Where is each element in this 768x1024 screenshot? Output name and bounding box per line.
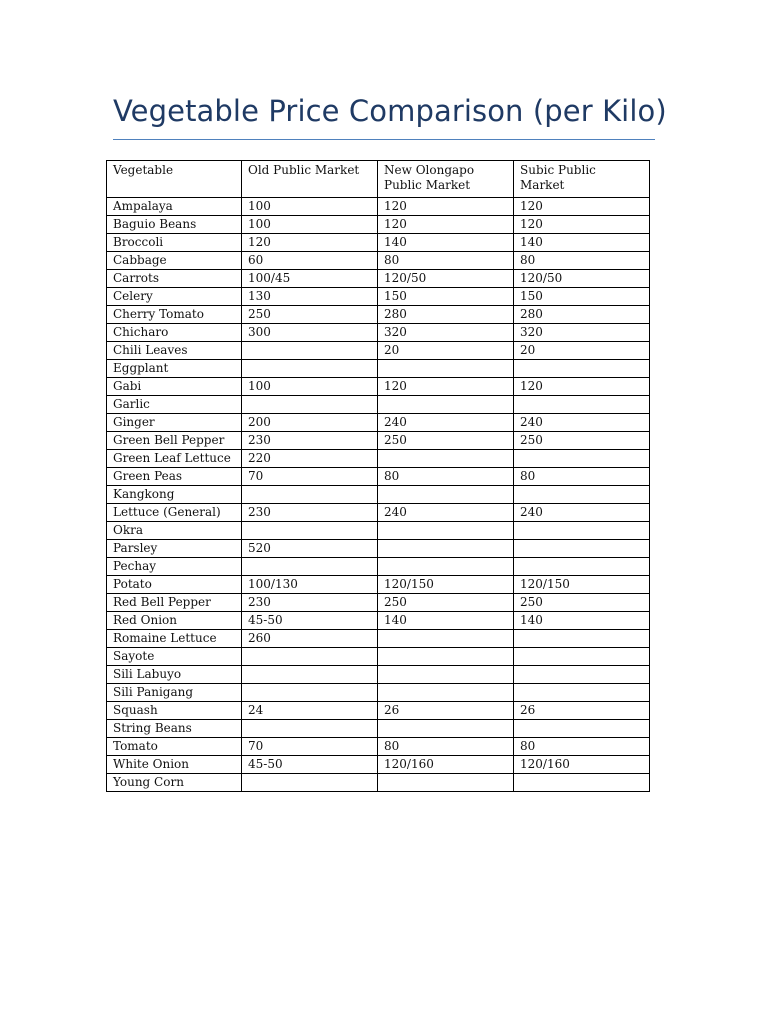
old-market-price-cell: 300 [242, 324, 378, 342]
new-olongapo-price-cell [378, 540, 514, 558]
new-olongapo-price-cell [378, 558, 514, 576]
vegetable-cell: Broccoli [107, 234, 242, 252]
table-row [107, 558, 650, 576]
subic-market-price-cell: 20 [514, 342, 650, 360]
subic-market-price-cell: 240 [514, 504, 650, 522]
vegetable-cell: Ginger [107, 414, 242, 432]
vegetable-cell: Baguio Beans [107, 216, 242, 234]
old-market-price-cell: 100 [242, 198, 378, 216]
subic-market-price-cell: 120 [514, 198, 650, 216]
table-row [107, 234, 650, 252]
table-body [107, 198, 650, 792]
table-row [107, 198, 650, 216]
new-olongapo-price-cell: 26 [378, 702, 514, 720]
subic-market-price-cell: 140 [514, 612, 650, 630]
subic-market-price-cell: 140 [514, 234, 650, 252]
new-olongapo-price-cell: 80 [378, 468, 514, 486]
vegetable-cell: Eggplant [107, 360, 242, 378]
table-row [107, 540, 650, 558]
new-olongapo-price-cell [378, 450, 514, 468]
new-olongapo-price-cell: 250 [378, 432, 514, 450]
table-row [107, 324, 650, 342]
table-row [107, 738, 650, 756]
vegetable-cell: Chicharo [107, 324, 242, 342]
new-olongapo-price-cell [378, 648, 514, 666]
old-market-price-cell [242, 648, 378, 666]
page-title: Vegetable Price Comparison (per Kilo) [113, 94, 667, 128]
vegetable-cell: Okra [107, 522, 242, 540]
vegetable-cell: Young Corn [107, 774, 242, 792]
subic-market-price-cell: 120 [514, 216, 650, 234]
table-row [107, 666, 650, 684]
subic-market-price-cell [514, 630, 650, 648]
old-market-price-cell [242, 342, 378, 360]
vegetable-cell: Red Bell Pepper [107, 594, 242, 612]
subic-market-price-cell [514, 540, 650, 558]
old-market-price-cell: 100/45 [242, 270, 378, 288]
table-row [107, 378, 650, 396]
old-market-price-cell: 100 [242, 216, 378, 234]
old-market-price-cell [242, 666, 378, 684]
vegetable-cell: Lettuce (General) [107, 504, 242, 522]
header-vegetable: Vegetable [107, 161, 242, 198]
vegetable-cell: Sili Labuyo [107, 666, 242, 684]
new-olongapo-price-cell: 320 [378, 324, 514, 342]
new-olongapo-price-cell: 120/150 [378, 576, 514, 594]
subic-market-price-cell: 120/160 [514, 756, 650, 774]
vegetable-cell: Red Onion [107, 612, 242, 630]
table-row [107, 630, 650, 648]
new-olongapo-price-cell: 140 [378, 234, 514, 252]
vegetable-cell: Cherry Tomato [107, 306, 242, 324]
table-row [107, 774, 650, 792]
table-row [107, 396, 650, 414]
subic-market-price-cell [514, 684, 650, 702]
vegetable-cell: String Beans [107, 720, 242, 738]
old-market-price-cell [242, 558, 378, 576]
old-market-price-cell: 230 [242, 504, 378, 522]
table-header-row [107, 161, 650, 198]
subic-market-price-cell: 250 [514, 594, 650, 612]
title-underline [113, 139, 655, 140]
vegetable-cell: Celery [107, 288, 242, 306]
table-row [107, 468, 650, 486]
table-row [107, 342, 650, 360]
vegetable-cell: Green Leaf Lettuce [107, 450, 242, 468]
price-table [106, 160, 650, 792]
subic-market-price-cell [514, 486, 650, 504]
table-row [107, 414, 650, 432]
vegetable-cell: Potato [107, 576, 242, 594]
subic-market-price-cell: 26 [514, 702, 650, 720]
old-market-price-cell: 200 [242, 414, 378, 432]
subic-market-price-cell: 250 [514, 432, 650, 450]
subic-market-price-cell: 240 [514, 414, 650, 432]
subic-market-price-cell: 80 [514, 738, 650, 756]
table-row [107, 306, 650, 324]
table-row [107, 270, 650, 288]
vegetable-cell: Chili Leaves [107, 342, 242, 360]
header-old-public-market: Old Public Market [242, 161, 378, 198]
table-row [107, 594, 650, 612]
old-market-price-cell: 45-50 [242, 612, 378, 630]
old-market-price-cell: 230 [242, 594, 378, 612]
table-row [107, 612, 650, 630]
vegetable-cell: Cabbage [107, 252, 242, 270]
subic-market-price-cell: 120/50 [514, 270, 650, 288]
table-row [107, 702, 650, 720]
old-market-price-cell: 100 [242, 378, 378, 396]
subic-market-price-cell [514, 774, 650, 792]
old-market-price-cell: 520 [242, 540, 378, 558]
subic-market-price-cell: 320 [514, 324, 650, 342]
subic-market-price-cell [514, 720, 650, 738]
vegetable-cell: Parsley [107, 540, 242, 558]
vegetable-cell: Carrots [107, 270, 242, 288]
old-market-price-cell [242, 720, 378, 738]
table-row [107, 450, 650, 468]
subic-market-price-cell [514, 648, 650, 666]
old-market-price-cell: 250 [242, 306, 378, 324]
new-olongapo-price-cell [378, 720, 514, 738]
old-market-price-cell [242, 486, 378, 504]
vegetable-cell: Gabi [107, 378, 242, 396]
new-olongapo-price-cell [378, 396, 514, 414]
old-market-price-cell: 100/130 [242, 576, 378, 594]
vegetable-cell: Sili Panigang [107, 684, 242, 702]
table-row [107, 684, 650, 702]
header-subic-public-market: Subic Public Market [514, 161, 650, 198]
new-olongapo-price-cell [378, 666, 514, 684]
vegetable-cell: Ampalaya [107, 198, 242, 216]
vegetable-cell: Garlic [107, 396, 242, 414]
new-olongapo-price-cell: 280 [378, 306, 514, 324]
subic-market-price-cell: 280 [514, 306, 650, 324]
subic-market-price-cell [514, 666, 650, 684]
new-olongapo-price-cell [378, 630, 514, 648]
subic-market-price-cell [514, 360, 650, 378]
old-market-price-cell: 220 [242, 450, 378, 468]
subic-market-price-cell: 80 [514, 468, 650, 486]
old-market-price-cell: 45-50 [242, 756, 378, 774]
new-olongapo-price-cell [378, 486, 514, 504]
new-olongapo-price-cell: 240 [378, 504, 514, 522]
new-olongapo-price-cell [378, 774, 514, 792]
table-row [107, 720, 650, 738]
old-market-price-cell: 24 [242, 702, 378, 720]
new-olongapo-price-cell: 120 [378, 378, 514, 396]
new-olongapo-price-cell [378, 684, 514, 702]
table-row [107, 648, 650, 666]
old-market-price-cell: 70 [242, 738, 378, 756]
vegetable-cell: Squash [107, 702, 242, 720]
header-new-olongapo-public-market: New Olongapo Public Market [378, 161, 514, 198]
new-olongapo-price-cell: 120/160 [378, 756, 514, 774]
new-olongapo-price-cell: 80 [378, 738, 514, 756]
old-market-price-cell [242, 360, 378, 378]
subic-market-price-cell [514, 450, 650, 468]
new-olongapo-price-cell: 80 [378, 252, 514, 270]
old-market-price-cell [242, 396, 378, 414]
vegetable-cell: Kangkong [107, 486, 242, 504]
table-row [107, 288, 650, 306]
vegetable-cell: White Onion [107, 756, 242, 774]
subic-market-price-cell: 120/150 [514, 576, 650, 594]
subic-market-price-cell: 120 [514, 378, 650, 396]
new-olongapo-price-cell [378, 360, 514, 378]
table-row [107, 576, 650, 594]
old-market-price-cell [242, 684, 378, 702]
old-market-price-cell: 60 [242, 252, 378, 270]
new-olongapo-price-cell: 20 [378, 342, 514, 360]
table-row [107, 432, 650, 450]
new-olongapo-price-cell: 120 [378, 216, 514, 234]
old-market-price-cell: 120 [242, 234, 378, 252]
table-row [107, 486, 650, 504]
vegetable-cell: Pechay [107, 558, 242, 576]
old-market-price-cell: 130 [242, 288, 378, 306]
old-market-price-cell: 260 [242, 630, 378, 648]
table-row [107, 216, 650, 234]
table-row [107, 360, 650, 378]
old-market-price-cell: 230 [242, 432, 378, 450]
new-olongapo-price-cell: 150 [378, 288, 514, 306]
table-row [107, 756, 650, 774]
new-olongapo-price-cell [378, 522, 514, 540]
new-olongapo-price-cell: 250 [378, 594, 514, 612]
subic-market-price-cell: 80 [514, 252, 650, 270]
vegetable-cell: Romaine Lettuce [107, 630, 242, 648]
subic-market-price-cell: 150 [514, 288, 650, 306]
vegetable-cell: Sayote [107, 648, 242, 666]
old-market-price-cell: 70 [242, 468, 378, 486]
new-olongapo-price-cell: 120 [378, 198, 514, 216]
vegetable-cell: Green Bell Pepper [107, 432, 242, 450]
subic-market-price-cell [514, 522, 650, 540]
vegetable-cell: Green Peas [107, 468, 242, 486]
subic-market-price-cell [514, 558, 650, 576]
old-market-price-cell [242, 522, 378, 540]
new-olongapo-price-cell: 120/50 [378, 270, 514, 288]
table-row [107, 522, 650, 540]
new-olongapo-price-cell: 140 [378, 612, 514, 630]
subic-market-price-cell [514, 396, 650, 414]
new-olongapo-price-cell: 240 [378, 414, 514, 432]
table-row [107, 504, 650, 522]
vegetable-cell: Tomato [107, 738, 242, 756]
old-market-price-cell [242, 774, 378, 792]
table-row [107, 252, 650, 270]
